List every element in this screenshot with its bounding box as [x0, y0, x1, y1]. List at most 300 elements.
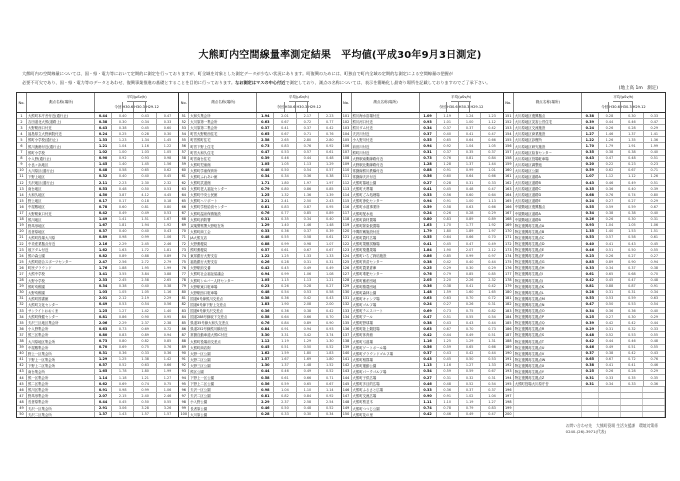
table-header — [179, 93, 340, 113]
row-number: 88 — [179, 338, 189, 343]
row-prev-1: 0.85 — [437, 253, 459, 258]
row-number: 185 — [504, 320, 514, 325]
row-location: 大熊町いちご栽培施設 — [352, 253, 420, 258]
row-prev-3: 0.64 — [488, 192, 496, 197]
row-prev-1: 0.80 — [112, 338, 134, 343]
row-prev-3: 1.05 — [488, 144, 496, 149]
row-number: 166 — [504, 204, 514, 209]
row-prev-1: 0.84 — [274, 320, 296, 325]
row-prev-1: 0.27 — [437, 302, 459, 307]
row-average: 0.38 — [257, 296, 274, 301]
row-location: 特定復興再生拠点X — [514, 363, 582, 368]
row-number: 16 — [17, 204, 27, 209]
row-number: 2 — [17, 119, 27, 124]
row-average — [582, 387, 599, 392]
row-prev-3: 2.46 — [163, 393, 172, 398]
row-number: 84 — [179, 314, 189, 319]
row-prev-2: 2.08 — [297, 302, 319, 307]
row-prev-1: 0.56 — [437, 192, 459, 197]
row-prev-1: 0.51 — [437, 314, 459, 319]
row-average: 0.36 — [257, 308, 274, 313]
header-values — [95, 93, 178, 112]
row-number: 1 — [17, 113, 27, 118]
row-prev-3: 1.33 — [326, 253, 334, 258]
header-values — [582, 93, 665, 112]
row-average: 0.24 — [95, 131, 112, 136]
row-prev-1: 1.04 — [599, 223, 621, 228]
row-average: 0.63 — [257, 119, 274, 124]
row-prev-3: 0.95 — [163, 314, 172, 319]
row-prev-1: 0.36 — [112, 351, 134, 356]
intro-line-1: 大熊町内の空間線量については、国・県・電力等において定期的に測定を行っておりますが、町全域を対象とした測定データが少ない状況にあります。町復興のためには、町独自で町内全域の定期的な測定による空間線量の把握が — [22, 71, 453, 76]
row-average: 0.38 — [420, 320, 437, 325]
row-location: 常磐線夫沢付近 — [352, 174, 420, 179]
row-location: 大熊町温泉保養施設 — [189, 211, 257, 216]
row-prev-3: 0.70 — [326, 314, 334, 319]
row-location: 野馬形地区 — [27, 223, 95, 228]
row-average: 0.44 — [95, 399, 112, 404]
row-number: 93 — [179, 369, 189, 374]
row-prev-2: 0.28 — [459, 211, 481, 216]
row-average: 0.94 — [257, 271, 274, 276]
row-number: 42 — [17, 363, 27, 368]
row-prev-2: 0.46 — [621, 119, 643, 124]
row-location: 大熊町消防署 — [189, 217, 257, 222]
row-prev-3: 1.99 — [650, 144, 659, 149]
row-average: 2.06 — [95, 320, 112, 325]
row-location: 大川原区(通行止) — [27, 168, 95, 173]
row-average: 0.55 — [582, 204, 599, 209]
row-average: 0.28 — [582, 290, 599, 295]
row-prev-3: 0.53 — [163, 211, 172, 216]
row-number: 127 — [342, 271, 352, 276]
row-location: 中屋敷地区道路B — [514, 217, 582, 222]
row-location: 大熊町墓地公園 — [352, 180, 420, 185]
table-row — [504, 412, 665, 417]
row-prev-3: 0.42 — [488, 125, 496, 130]
row-location: 大熊町農村広場 — [352, 235, 420, 240]
row-location: 大野二区公園 — [189, 357, 257, 362]
row-average: 0.24 — [420, 211, 437, 216]
row-location: 特定復興再生拠点Y — [514, 369, 582, 374]
row-prev-3: 1.29 — [326, 162, 334, 167]
row-number: 87 — [179, 332, 189, 337]
row-prev-3: 0.66 — [488, 204, 496, 209]
row-prev-3: 1.99 — [163, 265, 172, 270]
row-number: 10 — [17, 168, 27, 173]
row-average: 0.37 — [420, 131, 437, 136]
row-prev-2: 0.23 — [621, 162, 643, 167]
header-name: 測点名称(場所) — [27, 93, 95, 112]
row-number: 163 — [504, 186, 514, 191]
row-location: 夫沢二区集会所 — [27, 412, 95, 417]
header-name: 測点名称(場所) — [352, 93, 420, 112]
row-location: 前田川付近 — [352, 143, 420, 148]
row-location: 大熊町育苗センター — [352, 259, 420, 264]
row-prev-2: 0.45 — [134, 125, 156, 130]
row-location: 大熊町役場前交差点 — [189, 338, 257, 343]
row-prev-3: 0.33 — [163, 119, 172, 124]
row-prev-3: 0.51 — [488, 332, 496, 337]
row-prev-3: 2.65 — [163, 278, 172, 283]
row-number: 179 — [504, 284, 514, 289]
row-location: 特定復興再生拠点S — [514, 332, 582, 337]
row-number: 68 — [179, 217, 189, 222]
row-prev-3: 0.48 — [650, 339, 659, 344]
table-row — [179, 412, 340, 417]
row-location: 国道6号線熊川交差点 — [189, 296, 257, 301]
row-number: 8 — [17, 156, 27, 161]
row-prev-1: 0.60 — [112, 204, 134, 209]
row-prev-2: 0.79 — [459, 406, 481, 411]
row-location: 大熊町酪農団地 — [352, 284, 420, 289]
header-avg: 今回 — [439, 102, 447, 112]
row-average: 0.17 — [95, 198, 112, 203]
row-prev-1: 0.92 — [437, 143, 459, 148]
row-location: 特定復興再生拠点N — [514, 302, 582, 307]
row-average: 0.34 — [420, 125, 437, 130]
row-number: 197 — [504, 393, 514, 398]
row-prev-1: 0.38 — [599, 351, 621, 356]
row-average: 0.29 — [582, 326, 599, 331]
row-prev-3: 0.47 — [488, 412, 496, 417]
row-average: 0.73 — [257, 143, 274, 148]
row-prev-2: 1.37 — [621, 131, 643, 136]
row-prev-3: 0.40 — [326, 217, 334, 222]
row-average: 0.31 — [582, 375, 599, 380]
row-prev-2: 0.94 — [297, 326, 319, 331]
row-number: 161 — [504, 174, 514, 179]
row-prev-2: 0.65 — [134, 168, 156, 173]
row-prev-1: 0.31 — [599, 290, 621, 295]
row-prev-2: 1.91 — [621, 143, 643, 148]
row-location: 熊川漁港付近(通行止) — [27, 143, 95, 148]
row-prev-1: 0.28 — [599, 113, 621, 118]
header-prev-3: H29.12 — [145, 105, 159, 109]
row-prev-3: 1.41 — [650, 131, 659, 136]
row-prev-3 — [643, 406, 665, 411]
row-prev-1: 2.65 — [274, 137, 296, 142]
row-location: 大川原地区集会所 — [27, 338, 95, 343]
row-prev-1: 0.26 — [599, 253, 621, 258]
row-prev-3: 0.92 — [326, 144, 334, 149]
row-average: 2.07 — [95, 393, 112, 398]
row-location: 熊町小学校(通行止) — [27, 137, 95, 142]
row-prev-1: 0.91 — [274, 326, 296, 331]
row-average: 0.46 — [582, 345, 599, 350]
row-prev-2: 1.16 — [134, 143, 156, 148]
row-prev-3: 1.81 — [163, 247, 172, 252]
row-prev-3: 1.14 — [326, 387, 334, 392]
row-location: 大熊町総合スポーツセンター — [27, 259, 95, 264]
row-average: 1.25 — [257, 192, 274, 197]
header-prev-1: H30.6 — [123, 102, 135, 112]
row-location: 大川原地区災害公営住宅 — [514, 119, 582, 124]
row-prev-1: 0.43 — [437, 351, 459, 356]
row-number: 91 — [179, 357, 189, 362]
row-location: 長者原公園 — [189, 406, 257, 411]
row-location: 特定復興再生拠点A — [514, 223, 582, 228]
row-prev-3: 0.76 — [163, 345, 172, 350]
row-prev-2: 1.19 — [459, 399, 481, 404]
row-average: 0.25 — [420, 265, 437, 270]
row-location: 大熊町商店街 — [189, 345, 257, 350]
row-average: 0.47 — [257, 150, 274, 155]
row-prev-1: 1.79 — [599, 143, 621, 148]
row-number: 72 — [179, 241, 189, 246]
row-prev-1: 0.46 — [274, 369, 296, 374]
row-prev-2: 1.05 — [134, 290, 156, 295]
row-number: 65 — [179, 198, 189, 203]
row-prev-2: 1.48 — [297, 363, 319, 368]
row-prev-1: 0.41 — [274, 125, 296, 130]
row-prev-3 — [643, 387, 665, 392]
row-location: 下野上二区集会所 — [27, 363, 95, 368]
row-average: 0.34 — [582, 308, 599, 313]
row-location: 大野小学校 — [27, 278, 95, 283]
row-prev-1: 0.41 — [599, 241, 621, 246]
row-prev-1: 0.45 — [437, 357, 459, 362]
row-prev-3: 1.27 — [163, 375, 172, 380]
row-average: 2.16 — [95, 241, 112, 246]
table-header — [17, 93, 178, 113]
row-prev-1: 1.37 — [274, 363, 296, 368]
row-prev-3: 2.43 — [326, 198, 334, 203]
header-prev-2: H30.3 — [459, 102, 471, 112]
row-prev-1: 0.45 — [437, 186, 459, 191]
row-location: JA大熊支店 — [189, 235, 257, 240]
row-location: 特定復興再生拠点U — [514, 345, 582, 350]
row-average: 0.42 — [95, 211, 112, 216]
row-location: 特定復興再生拠点W — [514, 357, 582, 362]
row-location: 大熊町保健センター — [27, 314, 95, 319]
row-average: 1.76 — [95, 265, 112, 270]
row-number: 200 — [504, 412, 514, 417]
row-number: 145 — [342, 381, 352, 386]
row-location: 特定復興再生拠点V — [514, 351, 582, 356]
row-number: 113 — [342, 186, 352, 191]
row-location: 特定復興再生拠点K — [514, 284, 582, 289]
row-prev-3: 0.45 — [163, 174, 172, 179]
row-prev-2: 0.37 — [459, 387, 481, 392]
row-location: 大熊町つつじ公園 — [352, 406, 420, 411]
row-prev-1: 0.59 — [437, 369, 459, 374]
row-prev-3: 0.40 — [650, 150, 659, 155]
row-number: 191 — [504, 357, 514, 362]
row-number: 70 — [179, 229, 189, 234]
row-prev-1: 1.90 — [437, 247, 459, 252]
row-prev-1: 2.45 — [112, 278, 134, 283]
row-prev-1: 1.40 — [112, 162, 134, 167]
row-prev-3: 3.26 — [163, 406, 172, 411]
row-prev-2: 0.81 — [134, 204, 156, 209]
row-average: 0.73 — [420, 156, 437, 161]
row-number: 19 — [17, 223, 27, 228]
row-prev-1: 1.59 — [274, 351, 296, 356]
row-prev-2: 0.65 — [459, 345, 481, 350]
row-average: 0.42 — [257, 265, 274, 270]
row-prev-1: 3.55 — [112, 271, 134, 276]
row-number: 36 — [17, 326, 27, 331]
row-number: 18 — [17, 217, 27, 222]
row-prev-3: 0.97 — [488, 253, 496, 258]
row-average: 0.26 — [257, 259, 274, 264]
row-average: 0.38 — [420, 259, 437, 264]
row-number: 116 — [342, 204, 352, 209]
row-average: 0.40 — [582, 241, 599, 246]
row-number: 180 — [504, 290, 514, 295]
row-location: 下野上地区 — [27, 174, 95, 179]
row-number: 9 — [17, 162, 27, 167]
row-prev-2: 0.40 — [134, 284, 156, 289]
row-prev-1: 0.83 — [274, 204, 296, 209]
row-number: 144 — [342, 375, 352, 380]
row-prev-3: 0.31 — [488, 302, 496, 307]
row-average: 0.73 — [95, 338, 112, 343]
row-prev-1: 0.69 — [112, 381, 134, 386]
header-prev-1: H30.6 — [447, 102, 459, 112]
row-average: 1.37 — [95, 412, 112, 417]
row-number: 112 — [342, 180, 352, 185]
row-number: 193 — [504, 369, 514, 374]
row-average: 0.57 — [95, 363, 112, 368]
row-average: 0.68 — [582, 192, 599, 197]
row-prev-3: 0.70 — [650, 271, 659, 276]
row-prev-1: 0.46 — [274, 156, 296, 161]
row-number: 11 — [17, 174, 27, 179]
row-prev-2: 1.53 — [621, 229, 643, 234]
row-prev-2: 2.72 — [134, 259, 156, 264]
row-prev-1: 0.91 — [437, 393, 459, 398]
row-location: 中屋敷集会所 — [27, 345, 95, 350]
row-average: 0.24 — [582, 198, 599, 203]
row-prev-1: 0.92 — [112, 156, 134, 161]
row-prev-2: 0.98 — [297, 241, 319, 246]
row-prev-2: 0.43 — [621, 241, 643, 246]
row-average: 0.63 — [420, 296, 437, 301]
row-prev-1: 0.73 — [112, 326, 134, 331]
row-prev-3: 1.33 — [488, 363, 496, 368]
row-location: 大熊町農業倉庫 — [352, 265, 420, 270]
row-location: 大熊町テニスコート — [352, 308, 420, 313]
row-location: 野上一区集会所 — [27, 351, 95, 356]
row-average: 0.37 — [582, 351, 599, 356]
row-average: 1.70 — [582, 143, 599, 148]
row-average: 0.53 — [582, 296, 599, 301]
row-number: 192 — [504, 363, 514, 368]
row-prev-2: 0.50 — [134, 399, 156, 404]
row-prev-3: 0.29 — [650, 369, 659, 374]
row-prev-3: 1.06 — [163, 387, 172, 392]
row-number: 152 — [504, 119, 514, 124]
row-location: 大和久地区 — [27, 192, 95, 197]
row-location: 大川原地区道路A — [514, 174, 582, 179]
header-no: No. — [342, 93, 352, 112]
row-prev-1: 0.82 — [274, 393, 296, 398]
row-prev-2: 1.80 — [297, 351, 319, 356]
row-prev-2: 0.99 — [134, 387, 156, 392]
row-prev-1: 0.33 — [599, 375, 621, 380]
row-prev-3 — [643, 412, 665, 417]
row-prev-1: 2.29 — [112, 241, 134, 246]
row-prev-2: 0.42 — [297, 296, 319, 301]
row-number: 149 — [342, 406, 352, 411]
row-number: 55 — [179, 137, 189, 142]
row-average: 0.44 — [95, 113, 112, 118]
row-average: 0.43 — [420, 357, 437, 362]
row-prev-1: 0.28 — [437, 180, 459, 185]
row-prev-1: 0.67 — [274, 119, 296, 124]
row-location: 熊川地区 — [27, 217, 95, 222]
header-prev-3: H29.12 — [632, 105, 646, 109]
row-prev-3: 0.56 — [163, 302, 172, 307]
row-prev-3: 0.71 — [326, 375, 334, 380]
row-number: 106 — [342, 143, 352, 148]
row-prev-1: 2.15 — [112, 393, 134, 398]
row-prev-1: 1.16 — [437, 363, 459, 368]
row-prev-1: 0.83 — [112, 332, 134, 337]
row-number: 167 — [504, 211, 514, 216]
row-number: 57 — [179, 150, 189, 155]
row-prev-1: 0.50 — [599, 302, 621, 307]
row-prev-3: 0.33 — [488, 180, 496, 185]
header-group: 平均(μSv/h) — [451, 93, 471, 102]
row-average: 0.38 — [95, 119, 112, 124]
row-prev-3: 0.71 — [650, 168, 659, 173]
row-prev-1: 1.19 — [437, 113, 459, 118]
row-number: 171 — [504, 235, 514, 240]
intro-note: なお測定はマスの中心付近 — [235, 80, 286, 85]
row-average: 1.25 — [95, 308, 112, 313]
row-prev-3: 1.57 — [163, 412, 172, 417]
row-prev-1: 0.59 — [437, 345, 459, 350]
row-prev-3: 0.94 — [650, 259, 659, 264]
row-average: 0.42 — [420, 412, 437, 417]
row-prev-2: 0.18 — [134, 198, 156, 203]
row-location: 大熊町ごみ処理場 — [352, 192, 420, 197]
row-location: 町民グラウンド — [27, 265, 95, 270]
row-prev-3: 1.80 — [326, 357, 334, 362]
row-prev-3: 0.67 — [326, 247, 334, 252]
row-average: 0.61 — [582, 271, 599, 276]
row-prev-1: 0.34 — [599, 381, 621, 386]
row-prev-1 — [599, 393, 621, 398]
row-prev-3: 0.40 — [650, 308, 659, 313]
row-location: 坂下ダム付近 — [27, 247, 95, 252]
row-prev-3: 1.27 — [488, 399, 496, 404]
row-prev-3: 0.76 — [326, 131, 334, 136]
row-prev-1: 0.69 — [112, 345, 134, 350]
row-prev-3: 0.67 — [326, 381, 334, 386]
row-prev-1: 1.70 — [437, 223, 459, 228]
row-location: 小入野集会所 — [27, 326, 95, 331]
row-prev-3: 0.45 — [650, 241, 659, 246]
row-prev-1: 0.17 — [112, 198, 134, 203]
row-location: 中屋敷地区復興拠点 — [514, 204, 582, 209]
row-number: 118 — [342, 217, 352, 222]
row-prev-2: 1.46 — [297, 223, 319, 228]
row-prev-2: 0.66 — [297, 314, 319, 319]
row-prev-3: 0.73 — [488, 326, 496, 331]
row-prev-3 — [643, 399, 665, 404]
row-location: 特定復興再生拠点O — [514, 308, 582, 313]
row-prev-2: 1.72 — [134, 247, 156, 252]
row-prev-2: 0.34 — [134, 119, 156, 124]
row-prev-1: 0.29 — [437, 265, 459, 270]
row-prev-3: 1.07 — [326, 241, 334, 246]
row-prev-1: 0.33 — [274, 412, 296, 417]
header-prev-2: H30.3 — [621, 102, 633, 112]
